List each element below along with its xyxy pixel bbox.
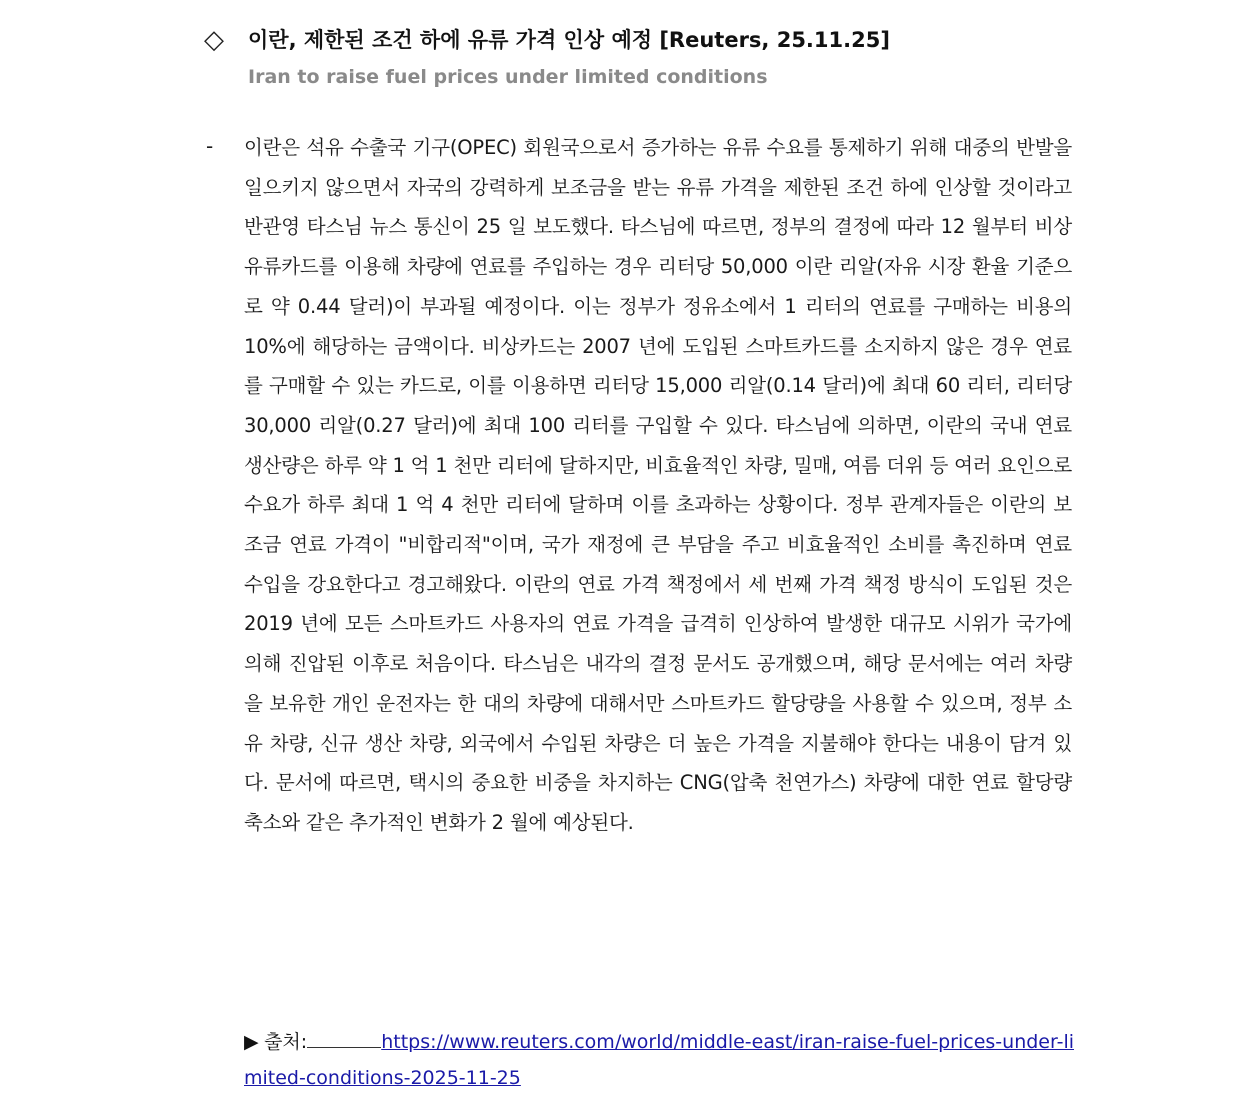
article-title-korean: 이란, 제한된 조건 하에 유류 가격 인상 예정 [Reuters, 25.11.25] (248, 28, 890, 52)
source-line (244, 1024, 1074, 1096)
article-header (204, 24, 1104, 58)
list-dash-marker: - (206, 134, 214, 158)
source-label: ▶출처: (244, 1031, 308, 1053)
source-link[interactable]: https://www.reuters.com/world/middle-east/iran-raise-fuel-prices-under-limited-conditions-2025-11-25 (244, 1031, 1074, 1089)
source-underline-gap (307, 1027, 381, 1048)
article-title-english: Iran to raise fuel prices under limited conditions (248, 66, 768, 88)
diamond-bullet-icon: ◇ (204, 25, 224, 55)
article-body: 이란은 석유 수출국 기구(OPEC) 회원국으로서 증가하는 유류 수요를 통제하기 위해 대중의 반발을 일으키지 않으면서 자국의 강력하게 보조금을 받는 유류 가격을 제한된 조건 하에 인상할 것이라고 반관영 타스님 뉴스 통신이 25 일 보도했다. 타스님에 따르면, 정부의 결정에 따라 12 월부터 비상유류카드를 이용해 차량에 연료를 주입하는 경우 리터당 50,000 이란 리알(자유 시장 환율 기준으로 약 0.44 달러)이 부과될 예정이다. 이는 정부가 정유소에서 1 리터의 연료를 구매하는 비용의 10%에 해당하는 금액이다. 비상카드는 2007 년에 도입된 스마트카드를 소지하지 않은 경우 연료를 구매할 수 있는 카드로, 이를 이용하면 리터당 15,000 리알(0.14 달러)에 최대 60 리터, 리터당 30,000 리알(0.27 달러)에 최대 100 리터를 구입할 수 있다. 타스님에 의하면, 이란의 국내 연료 생산량은 하루 약 1 억 1 천만 리터에 달하지만, 비효율적인 차량, 밀매, 여름 더위 등 여러 요인으로 수요가 하루 최대 1 억 4 천만 리터에 달하며 이를 초과하는 상황이다. 정부 관계자들은 이란의 보조금 연료 가격이 "비합리적"이며, 국가 재정에 큰 부담을 주고 비효율적인 소비를 촉진하며 연료 수입을 강요한다고 경고해왔다. 이란의 연료 가격 책정에서 세 번째 가격 책정 방식이 도입된 것은 2019 년에 모든 스마트카드 사용자의 연료 가격을 급격히 인상하여 발생한 대규모 시위가 국가에 의해 진압된 이후로 처음이다. 타스님은 내각의 결정 문서도 공개했으며, 해당 문서에는 여러 차량을 보유한 개인 운전자는 한 대의 차량에 대해서만 스마트카드 할당량을 사용할 수 있으며, 정부 소유 차량, 신규 생산 차량, 외국에서 수입된 차량은 더 높은 가격을 지불해야 한다는 내용이 담겨 있다. 문서에 따르면, 택시의 중요한 비중을 차지하는 CNG(압축 천연가스) 차량에 대한 연료 할당량 축소와 같은 추가적인 변화가 2 월에 예상된다. (244, 136, 1072, 834)
